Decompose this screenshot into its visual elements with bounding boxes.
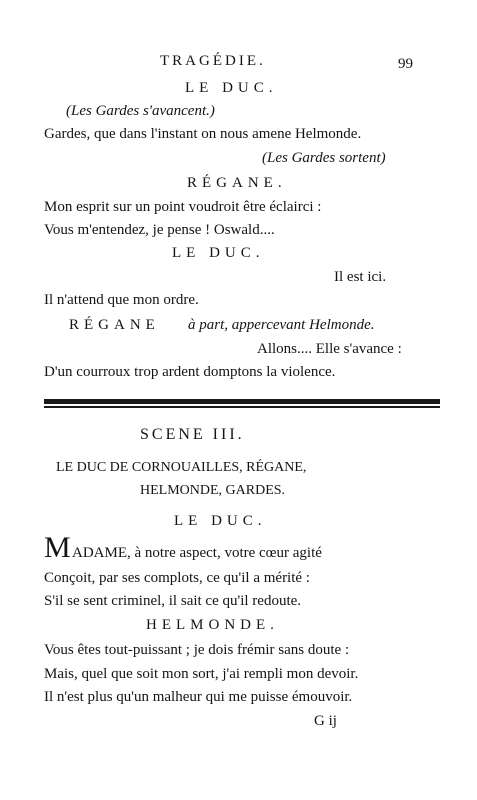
verse-line: Mais, quel que soit mon sort, j'ai rempli mon devoir.: [44, 666, 359, 682]
running-head-title: TRAGÉDIE.: [160, 53, 266, 69]
verse-line: S'il se sent criminel, il sait ce qu'il redoute.: [44, 593, 302, 609]
stage-direction: (Les Gardes sortent): [262, 150, 386, 166]
verse-line: D'un courroux trop ardent domptons la violence.: [44, 364, 336, 380]
speaker-regane: RÉGANE.: [187, 175, 287, 191]
speaker-le-duc: LE DUC.: [174, 513, 267, 529]
verse-line: Gardes, que dans l'instant on nous amene Helmonde.: [44, 126, 362, 142]
stage-direction: (Les Gardes s'avancent.): [66, 103, 215, 119]
verse-line: Il n'est plus qu'un malheur qui me puisse émouvoir.: [44, 689, 353, 705]
verse-line: Il est ici.: [334, 269, 387, 285]
separator-rule: [44, 399, 440, 404]
stage-direction: à part, appercevant Helmonde.: [188, 317, 375, 333]
verse-line: Il n'attend que mon ordre.: [44, 292, 199, 308]
speaker-regane: RÉGANE: [69, 317, 160, 333]
verse-line: Allons.... Elle s'avance :: [257, 341, 402, 357]
verse-line: ADAME, à notre aspect, votre cœur agité: [72, 545, 322, 561]
cast-list: LE DUC DE CORNOUAILLES, RÉGANE,: [56, 460, 307, 475]
page-number: 99: [398, 56, 413, 72]
speaker-le-duc: LE DUC.: [172, 245, 265, 261]
verse-line: Vous m'entendez, je pense ! Oswald....: [44, 222, 275, 238]
scene-heading: SCENE III.: [140, 426, 245, 443]
cast-list: HELMONDE, GARDES.: [140, 483, 286, 498]
speaker-helmonde: HELMONDE.: [146, 617, 279, 633]
drop-cap: M: [44, 531, 71, 564]
separator-rule: [44, 406, 440, 408]
verse-line: Mon esprit sur un point voudroit être éclairci :: [44, 199, 322, 215]
speaker-le-duc: LE DUC.: [185, 80, 278, 96]
verse-line: Vous êtes tout-puissant ; je dois frémir sans doute :: [44, 642, 350, 658]
verse-line: Conçoit, par ses complots, ce qu'il a mérité :: [44, 570, 310, 586]
signature-mark: G ij: [314, 713, 337, 729]
